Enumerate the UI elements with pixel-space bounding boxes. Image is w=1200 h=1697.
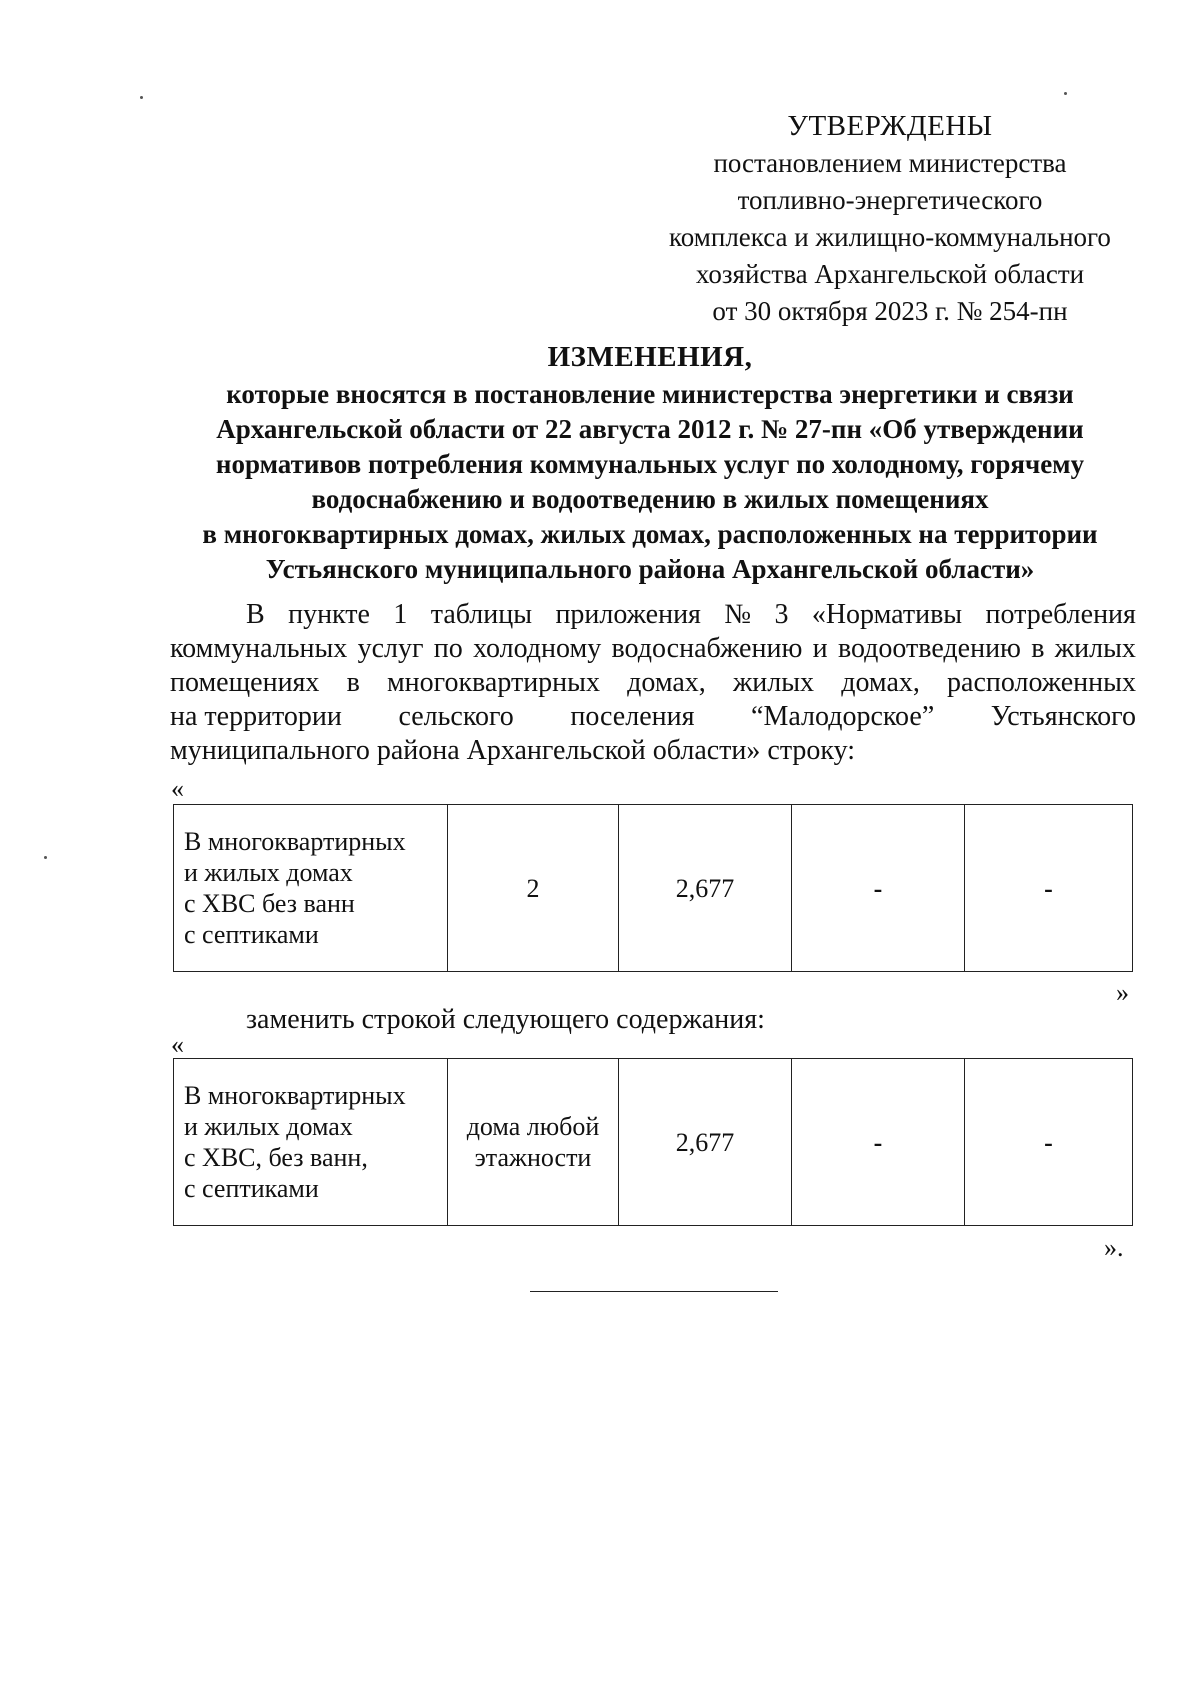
heading-line: Устьянского муниципального района Архангельской области» (265, 554, 1035, 584)
paragraph-word: В (246, 599, 265, 630)
floors-cell (448, 805, 619, 972)
paragraph-word: поселения (570, 701, 695, 732)
paragraph-word: услуг (357, 633, 424, 664)
paragraph-word: Устьянского (990, 701, 1136, 732)
heading-title: ИЗМЕНЕНИЯ, (547, 341, 753, 373)
heading-line: которые вносятся в постановление министерства энергетики и связи (226, 379, 1074, 409)
description-cell (174, 805, 448, 972)
description-line: В многоквартирных (184, 1081, 406, 1110)
empty-cell (792, 1059, 965, 1226)
paragraph-line (170, 700, 1136, 734)
close-quote: » (1116, 978, 1129, 1007)
paragraph-word: пункте (288, 599, 370, 630)
table-row (174, 805, 1133, 972)
paragraph-word: сельского (398, 701, 514, 732)
scan-speck (44, 856, 47, 859)
paragraph-line (170, 632, 1136, 666)
paragraph-word: домах, (627, 667, 706, 698)
description-cell (174, 1059, 448, 1226)
paragraph-word: жилых (1054, 633, 1136, 664)
paragraph-word: таблицы (430, 599, 533, 630)
paragraph-word: 1 (393, 599, 408, 630)
paragraph-line (170, 598, 1136, 632)
description-line: с септиками (184, 920, 319, 949)
paragraph-word: помещениях (170, 667, 320, 698)
description-line: В многоквартирных (184, 827, 406, 856)
paragraph-word: на территории (170, 701, 342, 732)
open-quote: « (171, 774, 184, 803)
dash-value: - (873, 1127, 883, 1157)
replace-instruction: заменить строкой следующего содержания: (246, 1004, 765, 1035)
paragraph-word: 3 (774, 599, 789, 630)
floors-line: дома любой (466, 1112, 600, 1141)
value-cell (619, 1059, 792, 1226)
floors-line: этажности (474, 1143, 592, 1172)
body-paragraph (170, 598, 1136, 768)
description-line: с септиками (184, 1174, 319, 1203)
paragraph-word: «Нормативы (811, 599, 963, 630)
paragraph-word: водоснабжению (611, 633, 803, 664)
norm-value: 2,677 (675, 873, 735, 903)
approval-line: постановлением министерства (713, 148, 1067, 178)
paragraph-word: коммунальных (170, 633, 348, 664)
paragraph-word: в (1031, 633, 1045, 664)
paragraph-word: водоотведению (837, 633, 1021, 664)
heading-line: водоснабжению и водоотведению в жилых помещениях (311, 484, 989, 514)
description-line: с ХВС, без ванн, (184, 1143, 368, 1172)
paragraph-word: № (724, 599, 752, 630)
approval-line: хозяйства Архангельской области (695, 259, 1085, 289)
heading-line: Архангельской области от 22 августа 2012 г. № 27-пн «Об утверждении (216, 414, 1084, 444)
heading-line: в многоквартирных домах, жилых домах, расположенных на территории (202, 519, 1098, 549)
floors-cell (448, 1059, 619, 1226)
paragraph-word: домах, (841, 667, 920, 698)
empty-cell (965, 805, 1133, 972)
paragraph-word: “Малодорское” (751, 701, 935, 732)
paragraph-line: муниципального района Архангельской области» строку: (170, 735, 856, 766)
paragraph-word: жилых (732, 667, 815, 698)
paragraph-word: и (812, 633, 828, 664)
floors-value: 2 (526, 873, 540, 903)
empty-cell (792, 805, 965, 972)
paragraph-word: в (346, 667, 360, 698)
approval-block (640, 108, 1140, 330)
approval-line: от 30 октября 2023 г. № 254-пн (712, 296, 1068, 326)
open-quote: « (171, 1030, 184, 1059)
document-heading (165, 340, 1135, 587)
new-row-table (173, 1058, 1133, 1226)
dash-value: - (1044, 1127, 1053, 1157)
value-cell (619, 805, 792, 972)
paragraph-word: многоквартирных (386, 667, 600, 698)
dash-value: - (873, 873, 883, 903)
heading-line: нормативов потребления коммунальных услуг по холодному, горячему (215, 449, 1085, 479)
paragraph-word: расположенных (947, 667, 1136, 698)
close-quote-final: ». (1104, 1233, 1124, 1262)
paragraph-word: по (433, 633, 463, 664)
description-line: и жилых домах (184, 858, 353, 887)
approval-title: УТВЕРЖДЕНЫ (787, 110, 993, 142)
description-line: с ХВС без ванн (184, 889, 355, 918)
dash-value: - (1044, 873, 1053, 903)
empty-cell (965, 1059, 1133, 1226)
paragraph-line (170, 666, 1136, 700)
norm-value: 2,677 (675, 1127, 735, 1157)
scan-speck (140, 96, 143, 99)
approval-line: топливно-энергетического (737, 185, 1043, 215)
paragraph-word: холодному (473, 633, 602, 664)
paragraph-word: потребления (985, 599, 1136, 630)
table-row (174, 1059, 1133, 1226)
approval-line: комплекса и жилищно-коммунального (669, 222, 1111, 252)
scan-speck (1064, 92, 1067, 95)
old-row-table (173, 804, 1133, 972)
description-line: и жилых домах (184, 1112, 353, 1141)
paragraph-word: приложения (555, 599, 701, 630)
end-divider (530, 1291, 778, 1292)
